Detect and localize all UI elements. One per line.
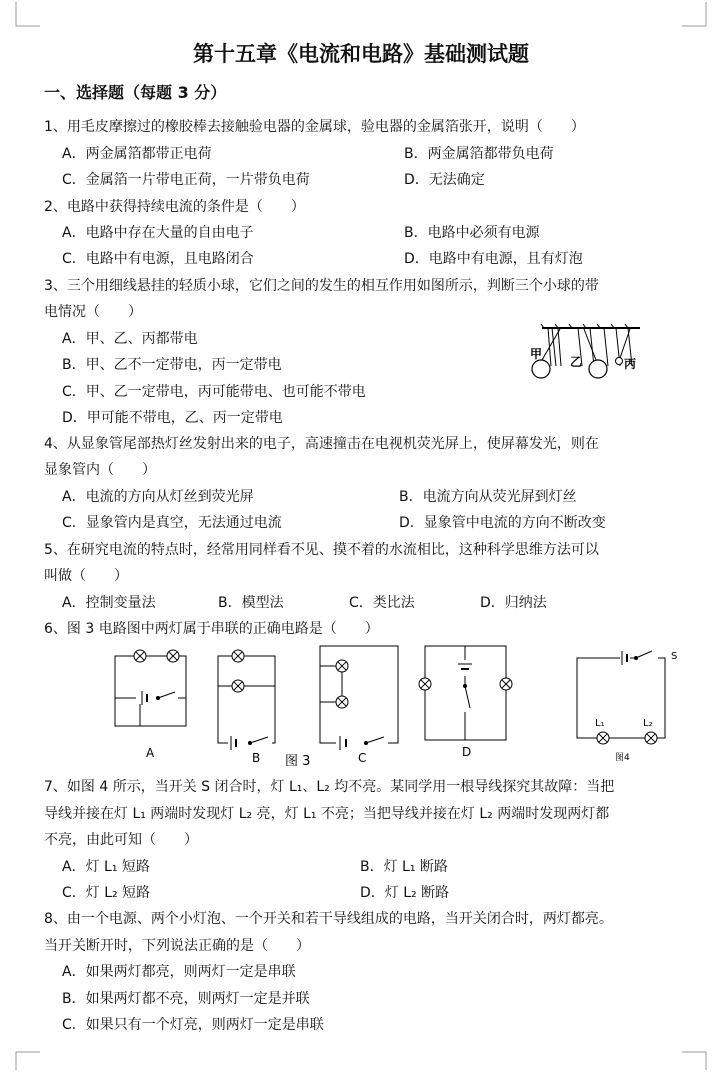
q3-hanging-balls-figure (528, 324, 648, 384)
figure-4-l1-label: L₁ (595, 718, 605, 729)
question-1-stem: 1、用毛皮摩擦过的橡胶棒去接触验电器的金属球，验电器的金属箔张开，说明（ ） (44, 119, 585, 135)
circuit-c (320, 646, 398, 750)
q1-option-b[interactable]: B．两金属箔都带负电荷 (404, 146, 554, 162)
q7-option-d[interactable]: D．灯 L₂ 断路 (360, 885, 450, 901)
figure-4-caption: 图4 (615, 753, 630, 763)
q8-option-b[interactable]: B．如果两灯都不亮，则两灯一定是并联 (62, 991, 310, 1007)
q1-option-a[interactable]: A．两金属箔都带正电荷 (62, 146, 212, 162)
circuit-c-label: C (358, 751, 367, 765)
question-2-stem: 2、电路中获得持续电流的条件是（ ） (44, 199, 305, 215)
question-8-line1: 8、由一个电源、两个小灯泡、一个开关和若干导线组成的电路，当开关闭合时，两灯都亮。 (44, 911, 613, 927)
q2-option-c[interactable]: C．电路中有电源，且电路闭合 (62, 251, 254, 267)
q3-option-d[interactable]: D．甲可能不带电，乙、丙一定带电 (62, 410, 283, 426)
q2-option-d[interactable]: D．电路中有电源，且有灯泡 (404, 251, 583, 267)
question-7-line2: 导线并接在灯 L₁ 两端时发现灯 L₂ 亮，灯 L₁ 不亮；当把导线并接在灯 L₂ 两端时发现两灯都 (44, 806, 610, 822)
circuit-d (425, 646, 506, 740)
q3-label-bing: 丙 (624, 357, 637, 371)
q3-label-jia: 甲 (530, 347, 543, 361)
circuit-b-label: B (252, 751, 261, 765)
q4-option-a[interactable]: A．电流的方向从灯丝到荧光屏 (62, 489, 254, 505)
q3-option-b[interactable]: B．甲、乙不一定带电，丙一定带电 (62, 357, 282, 373)
question-7-line1: 7、如图 4 所示，当开关 S 闭合时，灯 L₁、L₂ 均不亮。某同学用一根导线探究其故障：当把 (44, 779, 615, 795)
question-3-stem-line2: 电情况（ ） (44, 304, 142, 320)
question-3-stem-line1: 3、三个用细线悬挂的轻质小球，它们之间的发生的相互作用如图所示，判断三个小球的带 (44, 278, 599, 294)
q5-option-c[interactable]: C．类比法 (349, 595, 415, 611)
q5-option-b[interactable]: B．模型法 (218, 595, 284, 611)
q2-option-b[interactable]: B．电路中必须有电源 (404, 225, 540, 241)
section-heading: 一、选择题（每题 3 分） (44, 83, 227, 102)
circuit-a (115, 656, 186, 726)
q3-label-yi: 乙 (570, 355, 583, 369)
q7-option-c[interactable]: C．灯 L₂ 短路 (62, 885, 151, 901)
figure-4-l2-label: L₂ (643, 718, 653, 729)
q7-option-a[interactable]: A．灯 L₁ 短路 (62, 859, 150, 875)
q5-option-d[interactable]: D．归纳法 (480, 595, 547, 611)
question-8-line2: 当开关断开时，下列说法正确的是（ ） (44, 938, 310, 954)
q4-option-b[interactable]: B．电流方向从荧光屏到灯丝 (399, 489, 577, 505)
q2-option-a[interactable]: A．电路中存在大量的自由电子 (62, 225, 254, 241)
question-4-stem-line2: 显象管内（ ） (44, 462, 156, 478)
q4-option-d[interactable]: D．显象管中电流的方向不断改变 (399, 515, 606, 531)
q7-option-b[interactable]: B．灯 L₁ 断路 (360, 859, 448, 875)
question-7-line3: 不亮，由此可知（ ） (44, 832, 198, 848)
question-5-stem-line2: 叫做（ ） (44, 568, 128, 584)
circuit-d-label: D (462, 745, 472, 759)
circuit-b (218, 656, 275, 750)
q8-option-a[interactable]: A．如果两灯都亮，则两灯一定是串联 (62, 964, 296, 980)
circuit-a-label: A (146, 746, 155, 760)
question-4-stem-line1: 4、从显象管尾部热灯丝发射出来的电子，高速撞击在电视机荧光屏上，使屏幕发光，则在 (44, 436, 599, 452)
q1-option-d[interactable]: D．无法确定 (404, 172, 485, 188)
q4-option-c[interactable]: C．显象管内是真空，无法通过电流 (62, 515, 282, 531)
q8-option-c[interactable]: C．如果只有一个灯亮，则两灯一定是串联 (62, 1017, 324, 1033)
question-5-stem-line1: 5、在研究电流的特点时，经常用同样看不见、摸不着的水流相比，这种科学思维方法可以 (44, 542, 599, 558)
q5-option-a[interactable]: A．控制变量法 (62, 595, 156, 611)
page-title: 第十五章《电流和电路》基础测试题 (193, 42, 529, 66)
q3-option-c[interactable]: C．甲、乙一定带电，丙可能带电、也可能不带电 (62, 384, 366, 400)
q1-option-c[interactable]: C．金属箔一片带电正荷，一片带负电荷 (62, 172, 310, 188)
q3-option-a[interactable]: A．甲、乙、丙都带电 (62, 331, 198, 347)
figure-3-caption: 图 3 (285, 754, 311, 769)
q6-circuit-figures (100, 642, 700, 770)
question-6-stem: 6、图 3 电路图中两灯属于串联的正确电路是（ ） (44, 621, 379, 637)
figure-4-switch-label: S (671, 651, 678, 662)
